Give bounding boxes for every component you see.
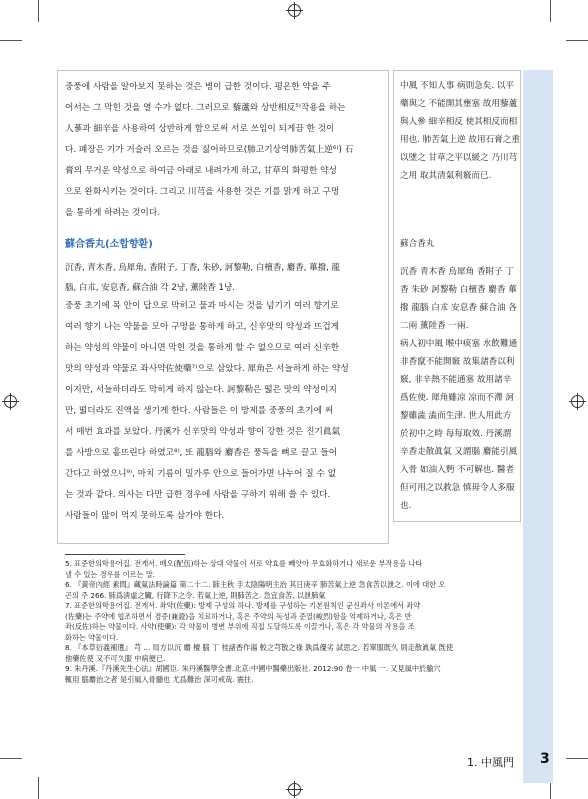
- footnote-line: (佐藥)는 주약에 협조하면서 겸증(兼證)을 치료하거나, 혹은 주약의 독성과 준열(峻烈)함을 억제하거나, 혹은 반: [65, 611, 412, 621]
- crop-mark: [0, 40, 22, 41]
- crop-mark: [550, 0, 551, 22]
- crop-mark: [0, 758, 22, 759]
- text-line: 爲佐使. 犀角雖凉 凉而不滯 訶: [400, 393, 515, 403]
- text-line: 人蔘과 細辛을 사용하여 상반하게 함으로써 서로 쓰임이 되게끔 한 것이: [65, 124, 335, 134]
- text-line: 다. 폐장은 기가 거슬러 오르는 것을 싫어하므로(肺고기상역肺苦氣上逆⁶⁾) 石: [65, 145, 354, 155]
- crop-mark: [38, 777, 39, 799]
- text-line: 을 통하게 하려는 것이다.: [65, 208, 160, 218]
- text-line: 竅, 非辛熱不能通塞 故用諸辛: [400, 375, 512, 385]
- text-line: 사람들이 많이 먹지 못하도록 삼가야 한다.: [65, 511, 225, 521]
- text-line: 만, 떫더라도 진액을 생기게 한다. 사람들은 이 방제를 중풍의 초기에 써: [65, 406, 334, 416]
- footnote-line: 곤의 주 266. 肺爲淸虛之臟, 行降下之令. 若氣上逆, 則肺苦之. 急宜食苦, 以泄肺氣: [65, 590, 326, 600]
- original-text-box: [393, 70, 521, 522]
- text-line: 를 사방으로 흩뜨린다 하였고⁸⁾, 또 龍腦와 麝香은 풍독을 뼈로 끌고 들어: [65, 448, 338, 458]
- sidebar-band: [523, 70, 553, 783]
- text-line: 以墜之 甘草之平以緩之 乃川芎: [400, 153, 518, 163]
- registration-mark-icon: [4, 395, 17, 408]
- ingredient-list: [65, 258, 340, 298]
- footnotes: [65, 559, 525, 685]
- footnote-line: 5. 표준한의학용어집. 전게서. 배오(配伍)하는 상대 약물이 서로 약효를 빼앗아 무효화하거나 새로운 부작용을 나타: [65, 559, 423, 568]
- main-text-box: [57, 70, 389, 544]
- registration-mark-icon: [571, 395, 584, 408]
- original-text-paragraph: [400, 77, 520, 185]
- text-line: 二兩 薰陸香 一兩.: [400, 321, 469, 331]
- commentary-paragraph: [65, 77, 353, 224]
- text-line: 撥 龍腦 白朮 安息香 蘇合油 各: [400, 303, 517, 313]
- footnote-line: 6. 『黃帝內經 素問』藏氣法時論篇 第二十二. 肺主秋 手太陰陽明主治 其日庚辛 肺苦氣上逆 急食苦以泄之. 이에 대한 오: [65, 580, 446, 589]
- footnote-line: 좌(反佐)하는 약물이다. 사약(使藥): 각 약물이 병변 부위에 직접 도달하도록 이끌거나, 혹은 각 약물의 작용을 조: [65, 622, 415, 631]
- text-line: 서 매번 효과를 보았다. 丹溪가 신辛맛의 약성과 향이 강한 것은 진기眞氣: [65, 427, 341, 437]
- footnote-line: 화하는 약물이다.: [65, 632, 119, 642]
- text-line: 어서는 그 막힌 것을 열 수가 없다. 그러므로 藜蘆와 상반相反⁵⁾작용을 하는: [65, 103, 346, 113]
- original-formula-title: 蘇合香丸: [400, 239, 435, 249]
- crop-mark: [566, 40, 588, 41]
- text-line: 맛의 약성과 약물로 좌사약佐使藥⁷⁾으로 삼았다. 犀角은 서늘하게 하는 약성: [65, 364, 349, 374]
- text-line: 간다고 하였으니⁹⁾, 마치 기름이 밀가루 안으로 들어가면 나누어 질 수 없: [65, 469, 336, 479]
- text-line: 는 것과 같다. 의사는 다만 급한 경우에 사람을 구하기 위해 쓸 수 있다.: [65, 490, 331, 500]
- footnote-line: 輒用 腦麝治之者 是引風入骨髓也 尤爲難治 深可戒哉. 震拄.: [65, 674, 254, 684]
- text-line: 여러 향기 나는 약물을 모아 구멍을 통하게 하고, 신辛맛의 약성과 뜨겁게: [65, 322, 340, 332]
- text-line: 與人參 細辛相反 使其相反而相: [400, 117, 518, 127]
- text-line: 也.: [400, 501, 412, 511]
- text-line: 腦, 白朮, 安息香, 蘇合油 각 2냥, 薰陸香 1냥.: [65, 283, 235, 293]
- text-line: 으로 완화시키는 것이다. 그리고 川芎을 사용한 것은 기를 맑게 하고 구멍: [65, 187, 340, 197]
- crop-mark: [566, 758, 588, 759]
- page-number: 3: [540, 751, 550, 767]
- footnote-line: 他藥佐使 又不可久服 中病便已.: [65, 653, 166, 663]
- text-line: 入骨 如油入麪 不可解也. 醫者: [400, 465, 515, 475]
- text-line: 於初中之時 每每取效. 丹溪謂: [400, 429, 512, 439]
- formula-title: 蘇合香丸(소합향환): [65, 239, 153, 250]
- registration-mark-icon: [288, 783, 301, 796]
- original-text-paragraph: [400, 263, 517, 515]
- text-line: 辛香走散眞氣 又謂腦 麝能引風: [400, 447, 518, 457]
- book-page: [57, 70, 551, 783]
- text-line: 沉香, 青木香, 烏犀角, 香附子, 丁香, 朱砂, 訶黎勒, 白檀香, 麝香, 蓽撥, 龍: [65, 263, 341, 273]
- footnote-separator: [65, 554, 185, 555]
- text-line: 하는 약성의 약물이 아니면 막힌 것을 통하게 할 수 없으므로 여러 신辛한: [65, 343, 340, 353]
- text-line: 黎雖澁 澁而生津. 世人用此方: [400, 411, 512, 421]
- text-line: 非香竄不能開竅 故集諸香以利: [400, 357, 515, 367]
- footnote-line: 8. 『本草衍義補遺』 芎 ... 局方以沉 麝 檀 腦 丁 桂諸香作湯 較之芎散之祿 孰爲優劣 試思之. 若單服既久 則走散眞氣 旣使: [65, 643, 454, 652]
- text-line: 但可用之以救急 慎毋令人多服: [400, 483, 515, 493]
- commentary-paragraph: [65, 296, 349, 527]
- text-line: 중풍 초기에 목 안이 답으로 막히고 물과 마시는 것을 넘기기 여러 향기로: [65, 301, 339, 311]
- text-line: 中風 不知人事 病則急矣. 以平: [400, 81, 515, 91]
- text-line: 香 朱砂 訶黎勒 白檀香 麝香 蓽: [400, 285, 517, 295]
- registration-mark-icon: [288, 4, 301, 17]
- text-line: 病人初中風 喉中痰塞 水飲難通: [400, 339, 518, 349]
- chapter-label: 1. 中風門: [467, 756, 514, 769]
- text-line: 之用 取其清氣利竅而已.: [400, 171, 492, 181]
- text-line: 用也. 肺苦氣上逆 故用石膏之重: [400, 135, 520, 145]
- footnote-line: 9. 朱丹溪.『丹溪先生心法』胡國臣. 朱丹溪醫學全書.北京:中國中醫藥出版社. 2012:90 卷一 中風 一. 又見風中於腧穴: [65, 664, 441, 673]
- text-line: 藥與之 不能開其壅塞 故用藜蘆: [400, 99, 518, 109]
- footnote-line: 7. 표준한의학용어집. 전게서. 좌약(佐藥): 방제 구성의 하나. 방제를 구성하는 기본원칙인 군신좌사 이론에서 좌약: [65, 601, 421, 610]
- text-line: 중풍에 사람을 알아보지 못하는 것은 병이 급한 것이다. 평온한 약을 주: [65, 82, 331, 92]
- crop-mark: [38, 0, 39, 22]
- footnote-line: 낼 수 있는 경우를 이르는 말.: [65, 569, 156, 579]
- text-line: 膏의 무거운 약성으로 하여금 아래로 내려가게 하고, 甘草의 화평한 약성: [65, 166, 337, 176]
- text-line: 이지만, 서늘하더라도 막히게 하지 않는다. 訶黎勒은 떫은 맛의 약성이지: [65, 385, 337, 395]
- text-line: 沉香 青木香 烏犀角 香附子 丁: [400, 267, 515, 277]
